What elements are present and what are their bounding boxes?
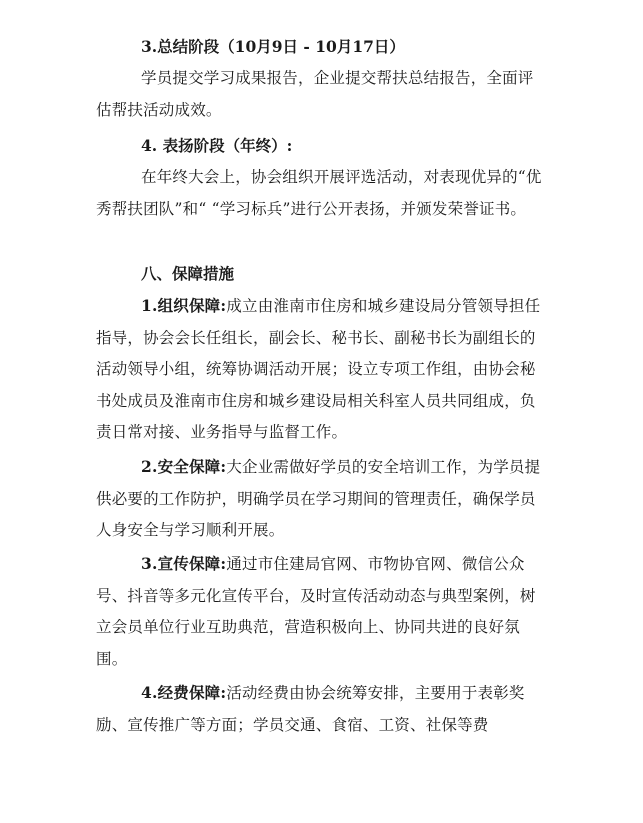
summary-stage-paragraph (96, 63, 543, 126)
publicity-guarantee-body: 通过市住建局官网、市物协官网、微信公众号、抖音等多元化宣传平台，及时宣传活动动态与典型案例，树立会员单位行业互助典范，营造积极向上、协同共进的良好氛围。 (96, 555, 536, 668)
funding-guarantee-body: 活动经费由协会统筹安排，主要用于表彰奖励、宣传推广等方面；学员交通、食宿、工资、社保等费 (96, 684, 525, 734)
safety-guarantee-label: 2.安全保障: (141, 457, 227, 476)
org-guarantee-paragraph (96, 290, 543, 449)
org-guarantee-body: 成立由淮南市住房和城乡建设局分管领导担任指导，协会会长任组长，副会长、秘书长、副秘书长为副组长的活动领导小组，统筹协调活动开展；设立专项工作组，由协会秘书处成员及淮南市住房和城乡建设局相关科室人员共同组成，负责日常对接、业务指导与监督工作。 (96, 297, 541, 441)
commend-stage-heading: 4. 表扬阶段（年终）: (141, 136, 293, 155)
publicity-guarantee-label: 3.宣传保障: (141, 554, 227, 573)
summary-stage-body: 学员提交学习成果报告，企业提交帮扶总结报告，全面评估帮扶活动成效。 (96, 69, 534, 119)
safety-guarantee-body: 大企业需做好学员的安全培训工作，为学员提供必要的工作防护，明确学员在学习期间的管理责任，确保学员人身安全与学习顺利开展。 (96, 458, 541, 539)
safety-guarantee-paragraph (96, 451, 543, 547)
summary-stage-heading: 3.总结阶段（10月9日 - 10月17日） (141, 37, 405, 56)
safeguards-heading: 八、保障措施 (141, 264, 235, 283)
funding-guarantee-paragraph (96, 677, 543, 741)
commend-stage-paragraph (96, 162, 543, 225)
funding-guarantee-label: 4.经费保障: (141, 683, 227, 702)
org-guarantee-label: 1.组织保障: (141, 296, 227, 315)
publicity-guarantee-paragraph (96, 548, 543, 675)
commend-stage-body: 在年终大会上，协会组织开展评选活动，对表现优异的“优秀帮扶团队”和“ “学习标兵”进行公开表扬，并颁发荣誉证书。 (96, 168, 542, 218)
